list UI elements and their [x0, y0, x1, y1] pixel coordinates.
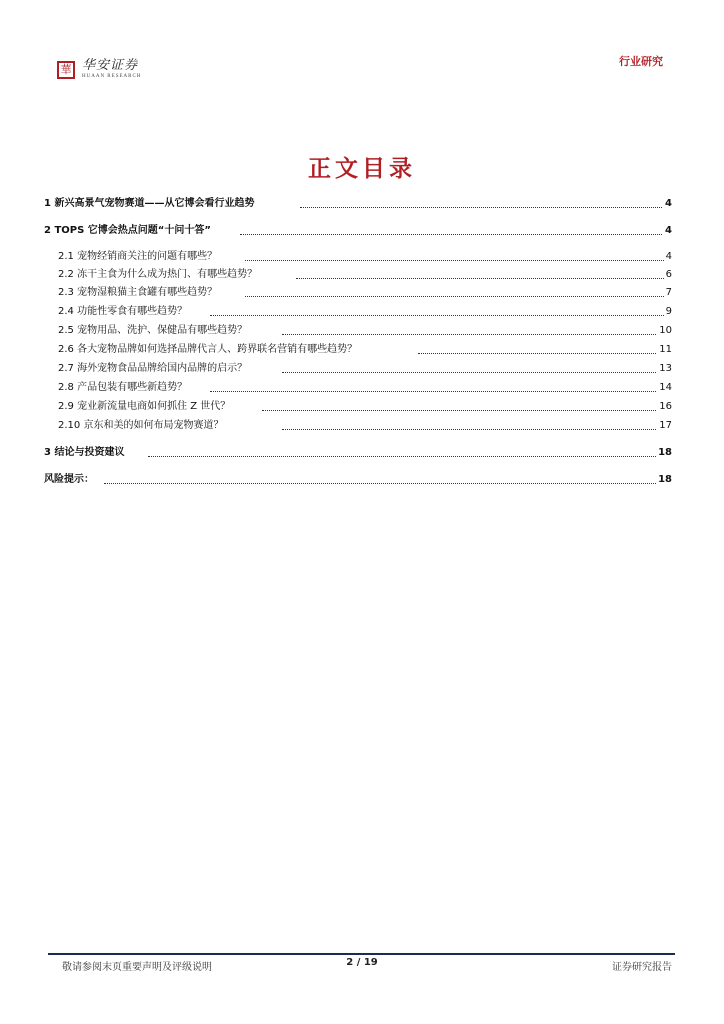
toc-entry[interactable]	[0, 249, 724, 265]
toc-entry-label: 2 TOPS 它博会热点问题“十问十答”	[44, 223, 213, 239]
toc-entry-label: 风险提示：	[44, 472, 96, 488]
toc-entry-label: 3 结论与投资建议	[44, 445, 126, 461]
logo-seal-icon: 華	[57, 61, 75, 79]
footer-disclaimer: 敬请参阅末页重要声明及评级说明	[62, 962, 212, 973]
toc-entry-page: 6	[664, 267, 672, 283]
toc-leader-dots	[245, 295, 668, 297]
toc-entry-page: 10	[657, 323, 672, 339]
toc-leader-dots	[418, 352, 668, 354]
toc-entry[interactable]	[0, 472, 724, 488]
page-title: 正文目录	[308, 156, 416, 182]
toc-leader-dots	[296, 277, 668, 279]
logo-wordmark	[82, 59, 141, 80]
logo-cn-text: 华安证券	[82, 58, 139, 73]
toc-leader-dots	[148, 455, 668, 457]
toc-leader-dots	[282, 333, 668, 335]
toc-entry-label: 2.3 宠物湿粮猫主食罐有哪些趋势？	[58, 285, 219, 301]
toc-entry[interactable]	[0, 304, 724, 320]
toc-entry-label: 2.4 功能性零食有哪些趋势？	[58, 304, 189, 320]
toc-entry-page: 16	[657, 399, 672, 415]
toc-entry-page: 11	[657, 342, 672, 358]
report-section-label: 行业研究	[619, 55, 663, 68]
toc-entry[interactable]	[0, 196, 724, 212]
toc-entry-label: 2.2 冻干主食为什么成为热门、有哪些趋势？	[58, 267, 259, 283]
toc-entry[interactable]	[0, 445, 724, 461]
toc-leader-dots	[210, 390, 668, 392]
toc-entry-label: 2.10 京东和美的如何布局宠物赛道？	[58, 418, 225, 434]
toc-entry[interactable]	[0, 323, 724, 339]
toc-leader-dots	[104, 482, 668, 484]
toc-leader-dots	[245, 259, 668, 261]
toc-entry-label: 2.6 各大宠物品牌如何选择品牌代言人、跨界联名营销有哪些趋势？	[58, 342, 359, 358]
toc-entry-page: 14	[657, 380, 672, 396]
toc-entry-page: 4	[664, 249, 672, 265]
toc-entry-page: 17	[657, 418, 672, 434]
toc-entry-label: 2.1 宠物经销商关注的问题有哪些？	[58, 249, 219, 265]
toc-entry[interactable]	[0, 380, 724, 396]
toc-entry[interactable]	[0, 361, 724, 377]
toc-entry-page: 18	[656, 445, 672, 461]
toc-entry-page: 4	[663, 223, 672, 239]
toc-entry-label: 2.7 海外宠物食品品牌给国内品牌的启示？	[58, 361, 249, 377]
toc-entry[interactable]	[0, 342, 724, 358]
page-number: 2 / 19	[346, 957, 378, 968]
toc-entry[interactable]	[0, 418, 724, 434]
toc-entry[interactable]	[0, 267, 724, 283]
toc-leader-dots	[282, 371, 668, 373]
toc-leader-dots	[210, 314, 668, 316]
footer-divider	[48, 953, 675, 955]
logo-en-text: HUAAN RESEARCH	[82, 74, 142, 79]
toc-entry-label: 2.8 产品包装有哪些新趋势？	[58, 380, 189, 396]
company-logo	[57, 59, 141, 80]
toc-entry-label: 2.5 宠物用品、洗护、保健品有哪些趋势？	[58, 323, 249, 339]
toc-leader-dots	[300, 206, 668, 208]
toc-entry-page: 7	[664, 285, 672, 301]
toc-entry[interactable]	[0, 285, 724, 301]
toc-entry-page: 4	[663, 196, 672, 212]
toc-leader-dots	[240, 233, 668, 235]
footer-report-type: 证券研究报告	[612, 962, 672, 973]
toc-entry-page: 18	[656, 472, 672, 488]
toc-entry-label: 1 新兴高景气宠物赛道——从它博会看行业趋势	[44, 196, 256, 212]
toc-entry-page: 9	[664, 304, 672, 320]
toc-entry[interactable]	[0, 223, 724, 239]
toc-entry[interactable]	[0, 399, 724, 415]
toc-entry-label: 2.9 宠业新流量电商如何抓住 Z 世代？	[58, 399, 232, 415]
toc-entry-page: 13	[657, 361, 672, 377]
toc-leader-dots	[282, 428, 668, 430]
toc-leader-dots	[262, 409, 668, 411]
